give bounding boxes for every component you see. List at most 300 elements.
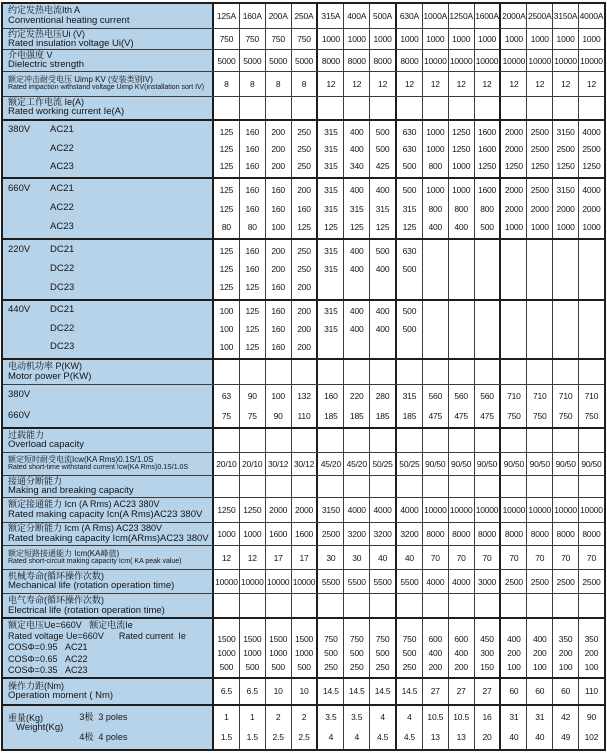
table-cell (214, 301, 239, 358)
cell-value: 1250 (452, 126, 471, 137)
cell-value: 600 (454, 633, 468, 644)
cell-value: 3150 (556, 185, 575, 196)
cell-value: 125 (245, 282, 260, 293)
table-cell: 630A (395, 4, 422, 28)
table-cell: 315A (316, 4, 343, 28)
table-cell: 10000 (422, 50, 448, 70)
cell-value: 250 (297, 161, 311, 172)
table-cell: 12 (369, 72, 395, 96)
cell-value: 500 (480, 222, 494, 233)
cell-value: 185 (402, 410, 417, 421)
table-cell: 5000 (265, 50, 291, 70)
cell-value: 750 (584, 410, 599, 421)
table-cell (552, 179, 578, 238)
cell-value: 110 (297, 410, 311, 421)
table-cell (369, 429, 395, 451)
cell-value (553, 260, 578, 278)
cell-value: 2.5 (298, 732, 310, 743)
cell-value (553, 303, 578, 321)
cell-value: 10.5 (453, 712, 470, 723)
row-label: 额定接通能力 Icn (A Rms) AC23 380V Rated making capacity Icn(A Rms)AC23 380V (3, 498, 214, 522)
cell-value: 560 (428, 391, 443, 402)
cell-value: 125 (245, 341, 260, 352)
cell-value: 20 (482, 732, 492, 743)
table-cell (291, 240, 317, 298)
table-cell (316, 476, 343, 497)
table-cell (578, 476, 604, 497)
table-cell (395, 301, 422, 358)
table-cell: 4000 (448, 570, 474, 593)
table-cell: 10000 (239, 570, 265, 593)
table-cell (316, 121, 343, 177)
cell-value: 710 (584, 391, 599, 402)
table-cell (395, 706, 422, 749)
cell-value: 500 (402, 264, 417, 275)
table-cell: 50/25 (369, 453, 395, 475)
table-cell (343, 121, 369, 177)
table-cell: 750 (291, 29, 317, 49)
table-cell (395, 240, 422, 298)
cell-value: 250 (324, 662, 338, 673)
cell-value: 200 (532, 648, 547, 659)
table-row (3, 28, 604, 49)
cell-value (475, 278, 500, 296)
cell-value (423, 278, 448, 296)
table-cell: 8000 (474, 523, 500, 545)
cell-value: 1250 (452, 144, 471, 155)
cell-value: 450 (480, 633, 494, 644)
table-cell (578, 429, 604, 451)
cell-value: 400 (375, 306, 390, 317)
table-cell: 6.5 (214, 679, 239, 704)
table-cell: 14.5 (316, 679, 343, 704)
table-cell (395, 594, 422, 617)
table-cell (239, 360, 265, 384)
cell-value: 125 (219, 161, 234, 172)
table-cell (369, 179, 395, 238)
table-cell (526, 179, 552, 238)
table-cell (422, 121, 448, 177)
cell-value (449, 260, 474, 278)
cell-value: 1250 (582, 161, 601, 172)
table-cell (343, 240, 369, 298)
table-cell: 8000 (578, 523, 604, 545)
cell-value: 400 (349, 144, 364, 155)
cell-value: 315 (324, 246, 338, 257)
cell-value: 1500 (269, 633, 288, 644)
table-cell: 3150 (316, 498, 343, 522)
table-cell: 90/50 (474, 453, 500, 475)
table-cell: 8000 (499, 523, 526, 545)
table-cell (369, 594, 395, 617)
cell-value: 500 (324, 648, 338, 659)
table-cell (422, 706, 448, 749)
table-cell (316, 301, 343, 358)
table-cell: 2000 (265, 498, 291, 522)
table-cell: 1250 (214, 498, 239, 522)
cell-value: 160 (271, 341, 285, 352)
cell-value: 90 (273, 410, 283, 421)
cell-value: 400 (349, 126, 364, 137)
cell-value: 400 (375, 185, 390, 196)
table-row (3, 617, 604, 676)
table-cell: 1250A (448, 4, 474, 28)
cell-value: 500 (375, 126, 390, 137)
cell-value: 100 (532, 662, 547, 673)
table-cell (448, 360, 474, 384)
table-cell (499, 476, 526, 497)
cell-value: 160 (245, 264, 260, 275)
cell-value: 1000 (452, 161, 471, 172)
table-cell (526, 594, 552, 617)
table-cell (526, 476, 552, 497)
table-cell: 10000 (552, 50, 578, 70)
row-label: 440V DC21 DC22 DC23 (3, 301, 214, 358)
cell-value: 16 (482, 712, 492, 723)
table-cell: 2500A (526, 4, 552, 28)
table-row (3, 497, 604, 522)
cell-value: 400 (428, 648, 443, 659)
row-label: 电动机功率 P(KW) Motor power P(KW) (3, 360, 214, 384)
cell-value: 560 (480, 391, 494, 402)
cell-value: 750 (324, 633, 338, 644)
table-cell: 8000 (422, 523, 448, 545)
cell-value: 800 (428, 161, 443, 172)
cell-value: 1250 (504, 161, 523, 172)
table-cell (422, 97, 448, 119)
table-cell: 20/10 (239, 453, 265, 475)
table-cell: 1000 (448, 29, 474, 49)
cell-value: 4 (354, 732, 359, 743)
cell-value: 125 (245, 306, 260, 317)
table-cell (265, 121, 291, 177)
row-label: 220V DC21 DC22 DC23 (3, 240, 214, 298)
table-cell (316, 385, 343, 428)
cell-value: 31 (509, 712, 519, 723)
table-cell (422, 476, 448, 497)
table-cell: 4000 (395, 498, 422, 522)
table-cell: 14.5 (343, 679, 369, 704)
cell-value: 125 (245, 324, 260, 335)
table-cell (474, 476, 500, 497)
cell-value: 1 (250, 712, 255, 723)
table-cell: 8 (214, 72, 239, 96)
table-cell (369, 360, 395, 384)
cell-value: 185 (324, 410, 338, 421)
cell-value: 160 (245, 144, 260, 155)
cell-value: 4.5 (403, 732, 416, 743)
cell-value: 100 (219, 324, 234, 335)
cell-value: 102 (584, 732, 599, 743)
cell-value (475, 260, 500, 278)
table-cell: 1600A (474, 4, 500, 28)
cell-value (501, 260, 526, 278)
table-cell: 8000 (343, 50, 369, 70)
cell-value: 400 (532, 633, 547, 644)
table-cell: 250A (291, 4, 317, 28)
table-cell: 1000 (369, 29, 395, 49)
cell-value (423, 320, 448, 338)
table-cell (422, 594, 448, 617)
cell-value (527, 242, 552, 260)
table-cell (474, 706, 500, 749)
cell-value: 200 (507, 648, 521, 659)
cell-value (370, 338, 395, 356)
table-cell: 1600 (265, 523, 291, 545)
cell-value: 3.5 (325, 712, 337, 723)
table-cell (526, 301, 552, 358)
table-cell (526, 429, 552, 451)
cell-value: 1000 (504, 222, 523, 233)
cell-value: 125 (324, 222, 338, 233)
cell-value: 750 (532, 410, 547, 421)
table-cell: 2500 (552, 570, 578, 593)
cell-value: 200 (297, 341, 311, 352)
table-cell (499, 360, 526, 384)
cell-value: 125 (219, 264, 234, 275)
table-cell: 70 (552, 546, 578, 569)
cell-value: 125 (349, 222, 364, 233)
table-cell: 5000 (291, 50, 317, 70)
table-cell: 30 (343, 546, 369, 569)
cell-value (344, 338, 369, 356)
table-cell: 1000 (214, 523, 239, 545)
table-cell (499, 179, 526, 238)
table-cell (448, 97, 474, 119)
table-cell: 4000 (343, 498, 369, 522)
table-cell (422, 301, 448, 358)
cell-value: 315 (349, 203, 364, 214)
cell-value: 2000 (504, 203, 523, 214)
table-cell: 40 (395, 546, 422, 569)
cell-value: 3.5 (351, 712, 363, 723)
table-cell (239, 385, 265, 428)
table-cell (343, 301, 369, 358)
cell-value: 75 (221, 410, 231, 421)
cell-value: 710 (558, 391, 573, 402)
cell-value: 475 (428, 410, 443, 421)
table-cell (474, 360, 500, 384)
cell-value: 1000 (426, 185, 445, 196)
cell-value (370, 278, 395, 296)
table-cell: 10000 (578, 50, 604, 70)
cell-value: 1250 (477, 161, 497, 172)
cell-value (553, 320, 578, 338)
cell-value: 560 (454, 391, 468, 402)
cell-value: 1.5 (220, 732, 233, 743)
cell-value: 315 (324, 144, 338, 155)
table-cell (265, 360, 291, 384)
cell-value: 185 (349, 410, 364, 421)
table-cell: 2000A (499, 4, 526, 28)
table-cell (291, 179, 317, 238)
cell-value (527, 303, 552, 321)
table-cell (422, 619, 448, 676)
table-cell (291, 360, 317, 384)
table-cell: 5000 (214, 50, 239, 70)
cell-value: 400 (349, 324, 364, 335)
cell-value (579, 320, 604, 338)
table-cell (291, 429, 317, 451)
table-cell (499, 240, 526, 298)
table-cell (422, 360, 448, 384)
table-cell: 4000A (578, 4, 604, 28)
cell-value: 500 (402, 185, 417, 196)
table-cell: 30/12 (291, 453, 317, 475)
table-cell (214, 476, 239, 497)
cell-value: 475 (454, 410, 468, 421)
table-cell (214, 121, 239, 177)
cell-value: 125 (402, 222, 417, 233)
row-label: 额定电压Ue=660V 额定电流Ie Rated voltage Ue=660V Rated current Ie COSΦ=0.95 AC21 COSΦ=0.65 AC22 COSΦ=0.35 AC23 (3, 619, 214, 676)
cell-value (423, 260, 448, 278)
cell-value: 1000 (582, 222, 601, 233)
table-cell: 10000 (291, 570, 317, 593)
table-cell: 12 (395, 72, 422, 96)
cell-value (501, 242, 526, 260)
table-row (3, 358, 604, 384)
table-cell: 1000A (422, 4, 448, 28)
table-cell: 8000 (395, 50, 422, 70)
table-cell (552, 385, 578, 428)
cell-value: 315 (402, 203, 417, 214)
cell-value: 315 (402, 391, 417, 402)
table-cell: 8000 (448, 523, 474, 545)
cell-value: 400 (375, 324, 390, 335)
table-cell (474, 121, 500, 177)
cell-value: 340 (349, 161, 364, 172)
table-cell: 12 (552, 72, 578, 96)
table-cell (214, 594, 239, 617)
cell-value: 100 (271, 222, 285, 233)
row-label: 约定发热电流Ith A Conventional heating current (3, 4, 214, 28)
table-cell (369, 706, 395, 749)
cell-value (449, 320, 474, 338)
table-cell (578, 121, 604, 177)
cell-value: 500 (271, 662, 285, 673)
table-cell: 60 (552, 679, 578, 704)
cell-value: 1000 (530, 222, 549, 233)
table-cell: 90/50 (552, 453, 578, 475)
table-cell: 3200 (395, 523, 422, 545)
table-cell: 8000 (552, 523, 578, 545)
cell-value: 1250 (530, 161, 549, 172)
table-row (3, 384, 604, 428)
cell-value: 125 (219, 185, 234, 196)
cell-value (449, 278, 474, 296)
cell-value: 4 (380, 712, 385, 723)
cell-value: 800 (480, 203, 494, 214)
table-cell: 8000 (316, 50, 343, 70)
table-cell: 70 (422, 546, 448, 569)
table-cell (343, 179, 369, 238)
cell-value: 1 (224, 712, 229, 723)
table-cell: 3150A (552, 4, 578, 28)
cell-value: 160 (245, 161, 260, 172)
cell-value: 800 (454, 203, 468, 214)
cell-value: 150 (480, 662, 494, 673)
cell-value: 400 (454, 222, 468, 233)
cell-value: 125 (219, 203, 234, 214)
cell-value: 160 (271, 203, 285, 214)
cell-value: 2000 (556, 203, 575, 214)
cell-value: 4000 (582, 126, 601, 137)
table-cell (291, 301, 317, 358)
table-cell (369, 301, 395, 358)
cell-value: 2000 (530, 203, 549, 214)
cell-value: 500 (375, 246, 390, 257)
table-cell (291, 619, 317, 676)
table-cell: 5500 (316, 570, 343, 593)
table-cell: 1250 (239, 498, 265, 522)
cell-value (475, 242, 500, 260)
cell-value: 160 (324, 391, 338, 402)
table-cell (214, 706, 239, 749)
row-label: 380V 660V (3, 385, 214, 428)
table-cell (343, 476, 369, 497)
cell-value: 1000 (243, 648, 262, 659)
table-cell: 10000 (499, 50, 526, 70)
table-row (3, 96, 604, 119)
table-cell (239, 97, 265, 119)
row-label: 操作力距(Nm) Operation moment ( Nm) (3, 679, 214, 704)
cell-value: 250 (297, 264, 311, 275)
table-cell (474, 97, 500, 119)
table-cell: 2500 (578, 570, 604, 593)
cell-value: 160 (271, 306, 285, 317)
cell-value: 4000 (582, 185, 601, 196)
table-cell (265, 179, 291, 238)
table-cell (239, 594, 265, 617)
table-cell: 12 (474, 72, 500, 96)
table-cell (499, 121, 526, 177)
table-cell: 45/20 (316, 453, 343, 475)
table-cell (239, 706, 265, 749)
cell-value: 1500 (243, 633, 262, 644)
table-cell (578, 360, 604, 384)
cell-value: 4.5 (376, 732, 389, 743)
table-cell (239, 476, 265, 497)
cell-value: 475 (480, 410, 494, 421)
table-cell (422, 179, 448, 238)
cell-value (501, 278, 526, 296)
table-cell: 12 (214, 546, 239, 569)
table-cell (578, 97, 604, 119)
cell-value (527, 278, 552, 296)
cell-value: 400 (454, 648, 468, 659)
table-cell: 10 (265, 679, 291, 704)
cell-value (501, 303, 526, 321)
table-cell: 27 (422, 679, 448, 704)
cell-value: 1000 (426, 144, 445, 155)
table-cell: 5500 (343, 570, 369, 593)
cell-value: 1600 (477, 185, 497, 196)
table-cell: 1000 (578, 29, 604, 49)
table-cell: 750 (239, 29, 265, 49)
table-row (3, 4, 604, 28)
table-cell (474, 619, 500, 676)
table-cell (265, 594, 291, 617)
table-cell (499, 385, 526, 428)
table-cell (552, 97, 578, 119)
cell-value: 400 (507, 633, 521, 644)
table-cell: 90/50 (422, 453, 448, 475)
cell-value: 750 (507, 410, 521, 421)
table-cell: 12 (239, 546, 265, 569)
cell-value: 400 (349, 246, 364, 257)
table-cell: 1000 (395, 29, 422, 49)
table-cell (316, 97, 343, 119)
